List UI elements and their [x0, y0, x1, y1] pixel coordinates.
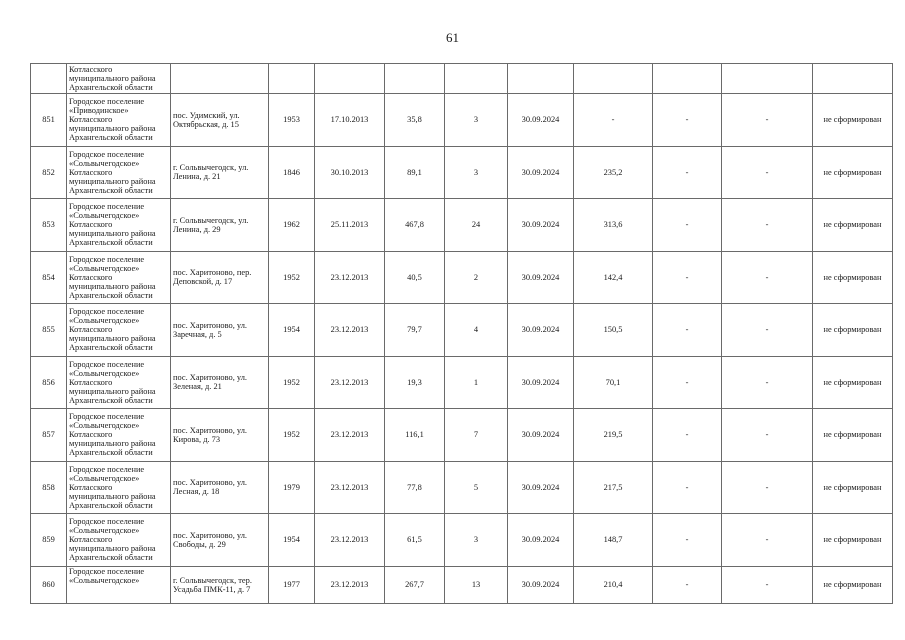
- municipality-line: муниципального района: [69, 491, 156, 501]
- municipality-line: Городское поселение: [69, 97, 145, 107]
- cell-row-number: 852: [31, 146, 67, 199]
- cell-municipality: [67, 199, 171, 252]
- cell-count: 3: [445, 514, 508, 567]
- address-line: пос. Харитоново, пер.: [173, 268, 252, 278]
- table-row: [31, 304, 893, 357]
- cell-area: 116,1: [385, 409, 445, 462]
- municipality-line: Архангельской области: [69, 500, 153, 510]
- cell-municipality: [67, 461, 171, 514]
- cell-date: 30.10.2013: [315, 146, 385, 199]
- address-line: Кирова, д. 73: [173, 434, 221, 444]
- municipality-line: Городское поселение: [69, 149, 145, 159]
- cell-area: 40,5: [385, 251, 445, 304]
- cell-date: 23.12.2013: [315, 514, 385, 567]
- cell-year: 1962: [269, 199, 315, 252]
- cell-value-3: -: [722, 251, 813, 304]
- cell-count: [445, 64, 508, 94]
- cell-year: 1952: [269, 356, 315, 409]
- cell-value-1: 142,4: [574, 251, 653, 304]
- municipality-line: Котласского: [69, 325, 113, 335]
- municipality-line: Котласского: [69, 167, 113, 177]
- address-line: Лесная, д. 18: [173, 487, 220, 497]
- cell-value-1: 148,7: [574, 514, 653, 567]
- cell-municipality: [67, 251, 171, 304]
- cell-municipality: [67, 94, 171, 147]
- cell-date: 23.12.2013: [315, 461, 385, 514]
- cell-address: [171, 251, 269, 304]
- cell-municipality: [67, 64, 171, 94]
- cell-status: не сформирован: [813, 461, 893, 514]
- address-line: Ленина, д. 21: [173, 172, 221, 182]
- municipality-line: Котласского: [69, 272, 113, 282]
- address-line: Зеленая, д. 21: [173, 382, 222, 392]
- municipality-line: Котласского: [69, 482, 113, 492]
- municipality-line: муниципального района: [69, 124, 156, 134]
- cell-status: не сформирован: [813, 251, 893, 304]
- cell-area: 61,5: [385, 514, 445, 567]
- table-row: [31, 199, 893, 252]
- cell-area: 267,7: [385, 566, 445, 603]
- cell-area: 89,1: [385, 146, 445, 199]
- cell-plan-date: 30.09.2024: [508, 199, 574, 252]
- municipality-line: Котласского: [69, 115, 113, 125]
- address-line: пос. Харитоново, ул.: [173, 320, 247, 330]
- cell-value-3: [722, 64, 813, 94]
- cell-address: [171, 409, 269, 462]
- address-line: Усадьба ПМК-11, д. 7: [173, 584, 251, 594]
- municipality-line: муниципального района: [69, 334, 156, 344]
- municipality-line: муниципального района: [69, 281, 156, 291]
- cell-value-2: -: [653, 514, 722, 567]
- cell-address: [171, 356, 269, 409]
- cell-value-2: [653, 64, 722, 94]
- address-line: г. Сольвычегодск, ул.: [173, 215, 249, 225]
- cell-value-2: -: [653, 199, 722, 252]
- municipality-line: Городское поселение: [69, 254, 145, 264]
- address-line: Ленина, д. 29: [173, 224, 221, 234]
- cell-address: [171, 514, 269, 567]
- cell-municipality: [67, 514, 171, 567]
- cell-row-number: 859: [31, 514, 67, 567]
- cell-value-3: -: [722, 199, 813, 252]
- cell-area: 77,8: [385, 461, 445, 514]
- cell-plan-date: 30.09.2024: [508, 94, 574, 147]
- cell-row-number: 853: [31, 199, 67, 252]
- cell-year: 1954: [269, 304, 315, 357]
- address-line: Свободы, д. 29: [173, 539, 226, 549]
- cell-count: 3: [445, 146, 508, 199]
- address-line: пос. Харитоново, ул.: [173, 425, 247, 435]
- municipality-line: Городское поселение: [69, 307, 145, 317]
- address-line: пос. Харитоново, ул.: [173, 373, 247, 383]
- municipality-line: «Сольвычегодское»: [69, 526, 140, 536]
- cell-date: 23.12.2013: [315, 251, 385, 304]
- cell-value-2: -: [653, 94, 722, 147]
- cell-value-3: -: [722, 94, 813, 147]
- cell-value-2: -: [653, 251, 722, 304]
- cell-count: 7: [445, 409, 508, 462]
- cell-plan-date: [508, 64, 574, 94]
- table-row: [31, 566, 893, 603]
- municipality-line: Архангельской области: [69, 238, 153, 248]
- cell-value-1: -: [574, 94, 653, 147]
- table-row: [31, 94, 893, 147]
- cell-date: 23.12.2013: [315, 409, 385, 462]
- cell-row-number: 860: [31, 566, 67, 603]
- cell-status: не сформирован: [813, 304, 893, 357]
- municipality-line: «Сольвычегодское»: [69, 368, 140, 378]
- cell-count: 24: [445, 199, 508, 252]
- cell-row-number: 855: [31, 304, 67, 357]
- table-row: [31, 356, 893, 409]
- cell-address: [171, 94, 269, 147]
- cell-plan-date: 30.09.2024: [508, 461, 574, 514]
- cell-value-3: -: [722, 409, 813, 462]
- cell-value-1: 217,5: [574, 461, 653, 514]
- table-row-continuation: [31, 64, 893, 94]
- municipality-line: муниципального района: [69, 229, 156, 239]
- cell-value-3: -: [722, 514, 813, 567]
- municipality-line: «Сольвычегодское»: [69, 575, 140, 585]
- cell-status: не сформирован: [813, 199, 893, 252]
- address-line: Заречная, д. 5: [173, 329, 222, 339]
- municipality-line: муниципального района: [69, 386, 156, 396]
- cell-plan-date: 30.09.2024: [508, 251, 574, 304]
- table-row: [31, 461, 893, 514]
- cell-status: не сформирован: [813, 566, 893, 603]
- cell-municipality: [67, 146, 171, 199]
- cell-year: 1977: [269, 566, 315, 603]
- cell-year: 1954: [269, 514, 315, 567]
- cell-status: [813, 64, 893, 94]
- cell-count: 3: [445, 94, 508, 147]
- municipality-line: Городское поселение: [69, 464, 145, 474]
- municipality-line: Архангельской области: [69, 395, 153, 405]
- address-line: пос. Удимский, ул.: [173, 110, 240, 120]
- municipality-line: Архангельской области: [69, 83, 153, 92]
- cell-value-3: -: [722, 461, 813, 514]
- cell-area: 19,3: [385, 356, 445, 409]
- cell-address: [171, 304, 269, 357]
- cell-value-2: -: [653, 566, 722, 603]
- cell-status: не сформирован: [813, 94, 893, 147]
- municipality-line: муниципального района: [69, 74, 156, 83]
- cell-address: [171, 461, 269, 514]
- cell-value-2: -: [653, 409, 722, 462]
- cell-value-1: 235,2: [574, 146, 653, 199]
- cell-count: 13: [445, 566, 508, 603]
- cell-year: [269, 64, 315, 94]
- municipality-line: «Сольвычегодское»: [69, 158, 140, 168]
- cell-address: [171, 146, 269, 199]
- cell-date: 23.12.2013: [315, 356, 385, 409]
- cell-count: 4: [445, 304, 508, 357]
- municipality-line: «Сольвычегодское»: [69, 316, 140, 326]
- cell-row-number: 857: [31, 409, 67, 462]
- cell-year: 1952: [269, 409, 315, 462]
- municipality-line: Архангельской области: [69, 343, 153, 353]
- table-row: [31, 409, 893, 462]
- municipality-line: «Сольвычегодское»: [69, 211, 140, 221]
- cell-municipality: [67, 566, 171, 603]
- municipality-line: Котласского: [69, 535, 113, 545]
- cell-address: [171, 566, 269, 603]
- cell-value-1: 313,6: [574, 199, 653, 252]
- cell-year: 1953: [269, 94, 315, 147]
- cell-municipality: [67, 304, 171, 357]
- municipality-line: «Приводинское»: [69, 106, 129, 116]
- municipality-line: Архангельской области: [69, 185, 153, 195]
- cell-value-3: -: [722, 566, 813, 603]
- table-row: [31, 514, 893, 567]
- cell-plan-date: 30.09.2024: [508, 514, 574, 567]
- address-line: пос. Харитоново, ул.: [173, 478, 247, 488]
- table-body: [31, 64, 893, 604]
- cell-year: 1952: [269, 251, 315, 304]
- address-line: Деповской, д. 17: [173, 277, 233, 287]
- cell-address: [171, 199, 269, 252]
- cell-plan-date: 30.09.2024: [508, 566, 574, 603]
- cell-date: 17.10.2013: [315, 94, 385, 147]
- municipality-line: Котласского: [69, 377, 113, 387]
- cell-status: не сформирован: [813, 356, 893, 409]
- municipality-line: муниципального района: [69, 439, 156, 449]
- cell-plan-date: 30.09.2024: [508, 409, 574, 462]
- cell-value-3: -: [722, 356, 813, 409]
- cell-date: [315, 64, 385, 94]
- cell-area: 79,7: [385, 304, 445, 357]
- cell-municipality: [67, 356, 171, 409]
- cell-date: 23.12.2013: [315, 304, 385, 357]
- table-row: [31, 146, 893, 199]
- municipality-line: Архангельской области: [69, 133, 153, 143]
- cell-value-1: 219,5: [574, 409, 653, 462]
- cell-address: [171, 64, 269, 94]
- municipality-line: «Сольвычегодское»: [69, 473, 140, 483]
- cell-count: 1: [445, 356, 508, 409]
- cell-value-2: -: [653, 356, 722, 409]
- cell-date: 23.12.2013: [315, 566, 385, 603]
- cell-plan-date: 30.09.2024: [508, 304, 574, 357]
- cell-plan-date: 30.09.2024: [508, 356, 574, 409]
- municipality-line: Котласского: [69, 65, 113, 74]
- address-line: г. Сольвычегодск, тер.: [173, 575, 252, 585]
- cell-plan-date: 30.09.2024: [508, 146, 574, 199]
- cell-value-2: -: [653, 304, 722, 357]
- cell-count: 2: [445, 251, 508, 304]
- cell-row-number: 858: [31, 461, 67, 514]
- cell-value-2: -: [653, 461, 722, 514]
- cell-row-number: 854: [31, 251, 67, 304]
- cell-status: не сформирован: [813, 409, 893, 462]
- cell-status: не сформирован: [813, 146, 893, 199]
- cell-row-number: 851: [31, 94, 67, 147]
- address-line: пос. Харитоново, ул.: [173, 530, 247, 540]
- cell-value-1: 70,1: [574, 356, 653, 409]
- cell-year: 1846: [269, 146, 315, 199]
- municipality-line: Котласского: [69, 220, 113, 230]
- cell-area: 467,8: [385, 199, 445, 252]
- cell-row-number: [31, 64, 67, 94]
- municipality-line: Городское поселение: [69, 566, 145, 576]
- cell-value-1: [574, 64, 653, 94]
- municipality-line: муниципального района: [69, 544, 156, 554]
- cell-row-number: 856: [31, 356, 67, 409]
- page-number: 61: [446, 30, 459, 45]
- cell-value-1: 150,5: [574, 304, 653, 357]
- cell-year: 1979: [269, 461, 315, 514]
- cell-count: 5: [445, 461, 508, 514]
- municipality-line: Городское поселение: [69, 202, 145, 212]
- municipality-line: «Сольвычегодское»: [69, 421, 140, 431]
- cell-municipality: [67, 409, 171, 462]
- municipality-line: Котласского: [69, 430, 113, 440]
- cell-value-3: -: [722, 146, 813, 199]
- table-row: [31, 251, 893, 304]
- municipality-line: Городское поселение: [69, 359, 145, 369]
- cell-value-3: -: [722, 304, 813, 357]
- municipality-line: Архангельской области: [69, 553, 153, 563]
- cell-date: 25.11.2013: [315, 199, 385, 252]
- municipality-line: Архангельской области: [69, 290, 153, 300]
- municipality-line: Городское поселение: [69, 517, 145, 527]
- municipality-line: Архангельской области: [69, 448, 153, 458]
- cell-value-1: 210,4: [574, 566, 653, 603]
- address-line: Октябрьская, д. 15: [173, 119, 239, 129]
- housing-registry-table: [30, 63, 893, 604]
- municipality-line: муниципального района: [69, 176, 156, 186]
- municipality-line: Городское поселение: [69, 412, 145, 422]
- cell-area: [385, 64, 445, 94]
- cell-status: не сформирован: [813, 514, 893, 567]
- cell-value-2: -: [653, 146, 722, 199]
- address-line: г. Сольвычегодск, ул.: [173, 163, 249, 173]
- municipality-line: «Сольвычегодское»: [69, 263, 140, 273]
- cell-area: 35,8: [385, 94, 445, 147]
